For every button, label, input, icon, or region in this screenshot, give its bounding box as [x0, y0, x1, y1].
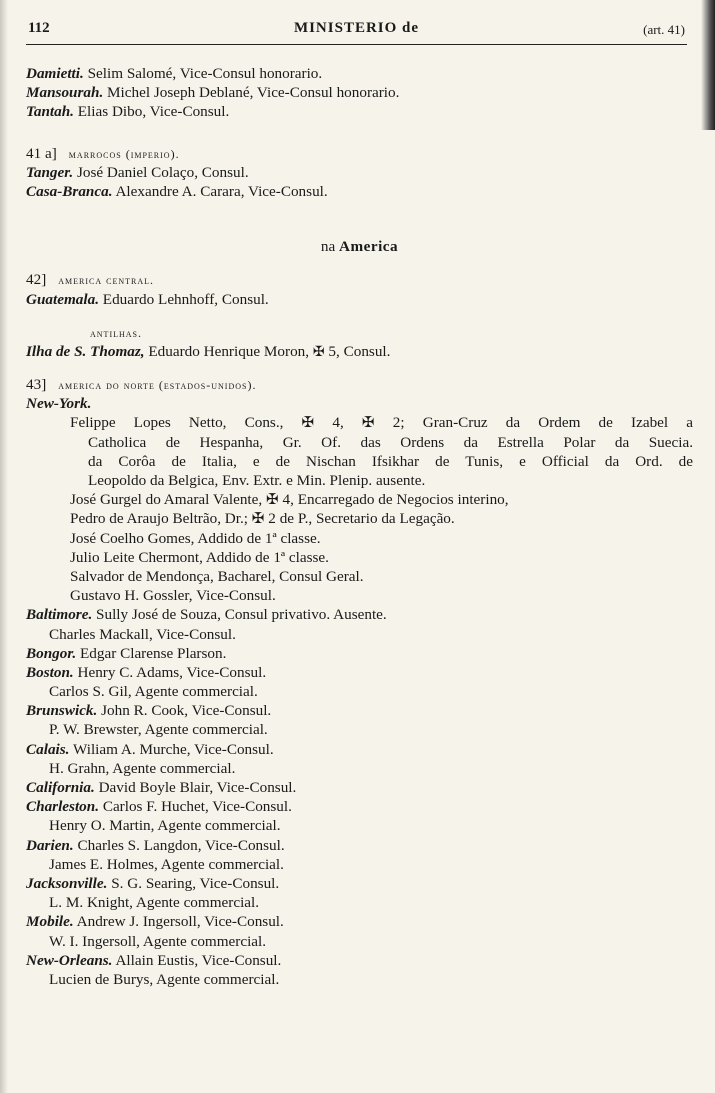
entry-text: Wiliam A. Murche, Vice-Consul. — [73, 740, 274, 758]
entry-line — [26, 644, 693, 663]
entry-line — [26, 342, 693, 361]
entry-text: José Daniel Colaço, Consul. — [76, 163, 249, 181]
page-header — [28, 20, 685, 44]
entry-line: José Gurgel do Amaral Valente, ✠ 4, Encarregado de Negocios interino, — [70, 491, 509, 509]
place-name: Tantah. — [26, 103, 74, 121]
entry-text: Michel Joseph Deblané, Vice-Consul honorario. — [107, 84, 400, 102]
entry-line — [26, 951, 693, 970]
section-heading — [26, 375, 693, 394]
entry-line: Gustavo H. Gossler, Vice-Consul. — [70, 587, 276, 605]
entry-line: W. I. Ingersoll, Agente commercial. — [49, 932, 267, 950]
entry-line — [26, 290, 693, 309]
entry-line: José Coelho Gomes, Addido de 1ª classe. — [70, 529, 321, 547]
section-heading — [26, 144, 693, 163]
article-ref: (art. 41) — [643, 22, 685, 37]
entry-line — [26, 182, 693, 201]
entry-text: Allain Eustis, Vice-Consul. — [115, 951, 282, 969]
place-name: Calais. — [26, 740, 70, 758]
page-binding-edge — [701, 0, 715, 130]
section-title: marrocos (imperio). — [68, 146, 180, 161]
entry-line — [26, 394, 693, 413]
entry-line: P. W. Brewster, Agente commercial. — [49, 721, 268, 739]
entry-text: Carlos F. Huchet, Vice-Consul. — [102, 798, 292, 816]
place-name: Baltimore. — [26, 606, 93, 624]
entry-text: Andrew J. Ingersoll, Vice-Consul. — [76, 913, 284, 931]
entry-text: 5, Consul. — [328, 342, 391, 360]
entry-text: David Boyle Blair, Vice-Consul. — [98, 779, 297, 796]
order-insignia-icon: ✠ — [312, 344, 325, 360]
entry-line — [26, 64, 693, 83]
entry-text: Henry C. Adams, Vice-Consul. — [77, 663, 267, 681]
place-name: Tanger. — [26, 163, 74, 181]
place-name: Bongor. — [26, 644, 77, 662]
section-title: america central. — [58, 273, 155, 288]
entry-line — [26, 778, 693, 797]
entry-text: John R. Cook, Vice-Consul. — [101, 702, 272, 720]
entry-line — [26, 701, 693, 720]
entry-line: Henry O. Martin, Agente commercial. — [49, 817, 281, 835]
entry-line: Julio Leite Chermont, Addido de 1ª classe. — [70, 548, 329, 566]
entry-text: Eduardo Lehnhoff, Consul. — [102, 290, 269, 308]
entry-text: Selim Salomé, Vice-Consul honorario. — [87, 65, 323, 82]
entry-line: Salvador de Mendonça, Bacharel, Consul Geral. — [70, 567, 364, 585]
place-name: Mansourah. — [26, 84, 104, 102]
section-heading — [26, 270, 693, 289]
place-name: Boston. — [26, 663, 74, 681]
entry-line — [26, 83, 693, 102]
place-name: Jacksonville. — [26, 874, 108, 892]
place-name: Darien. — [26, 836, 74, 854]
header-rule — [26, 44, 687, 45]
entry-line: Pedro de Araujo Beltrão, Dr.; ✠ 2 de P., Secretario da Legação. — [70, 510, 455, 528]
entry-line — [26, 912, 693, 931]
place-name: Ilha de S. Thomaz, — [26, 342, 145, 360]
entry-line: L. M. Knight, Agente commercial. — [49, 894, 260, 912]
entry-line — [26, 663, 693, 682]
place-name: Charleston. — [26, 798, 100, 816]
entry-line: Carlos S. Gil, Agente commercial. — [49, 683, 258, 701]
section-title: antilhas. — [90, 325, 142, 340]
entry-text: Edgar Clarense Plarson. — [80, 644, 227, 662]
section-title: america do norte (estados-unidos). — [58, 378, 257, 393]
page-number: 112 — [28, 20, 50, 36]
entry-line — [26, 740, 693, 759]
place-name: Damietti. — [26, 65, 84, 82]
section-heading — [26, 323, 693, 342]
entry-line: James E. Holmes, Agente commercial. — [49, 855, 284, 873]
entry-text: Alexandre A. Carara, Vice-Consul. — [115, 182, 328, 200]
entry-line: Lucien de Burys, Agente commercial. — [49, 970, 280, 988]
entry-text: S. G. Searing, Vice-Consul. — [111, 874, 280, 892]
place-name: New-Orleans. — [26, 951, 113, 969]
region-heading — [26, 237, 693, 256]
entry-line: Charles Mackall, Vice-Consul. — [49, 625, 236, 643]
section-number: 43] — [26, 376, 47, 394]
place-name: Guatemala. — [26, 290, 99, 308]
entry-line — [26, 163, 693, 182]
entry-line — [26, 836, 693, 855]
entry-line: Felippe Lopes Netto, Cons., ✠ 4, ✠ 2; Gran-Cruz da Ordem de Izabel a — [70, 414, 693, 432]
place-name: California. — [26, 779, 95, 796]
page-content — [26, 64, 693, 989]
page-shadow-left — [0, 0, 8, 1093]
entry-text: Eduardo Henrique Moron, — [148, 342, 310, 360]
entry-line — [26, 874, 693, 893]
entry-line: Leopoldo da Belgica, Env. Extr. e Min. Plenip. ausente. — [88, 472, 426, 489]
section-number: 42] — [26, 271, 47, 289]
entry-line — [26, 605, 693, 624]
entry-line — [26, 797, 693, 816]
place-name: Brunswick. — [26, 702, 98, 720]
entry-text: Sully José de Souza, Consul privativo. Ausente. — [96, 606, 387, 624]
section-number: 41 a] — [26, 144, 57, 162]
entry-line: da Corôa de Italia, e de Nischan Ifsikhar de Tunis, e Official da Ord. de — [88, 452, 693, 470]
region-prefix: na — [320, 238, 336, 256]
entry-line: Catholica de Hespanha, Gr. Of. das Ordens da Estrella Polar da Suecia. — [88, 433, 693, 451]
place-name: New-York. — [26, 395, 92, 413]
running-title: MINISTERIO de — [293, 20, 420, 36]
entry-line: H. Grahn, Agente commercial. — [49, 759, 236, 777]
place-name: Casa-Branca. — [26, 182, 113, 200]
place-name: Mobile. — [26, 913, 74, 931]
region-word: America — [338, 238, 399, 256]
entry-text: Elias Dibo, Vice-Consul. — [77, 103, 230, 121]
entry-line — [26, 102, 693, 121]
entry-text: Charles S. Langdon, Vice-Consul. — [77, 836, 285, 854]
